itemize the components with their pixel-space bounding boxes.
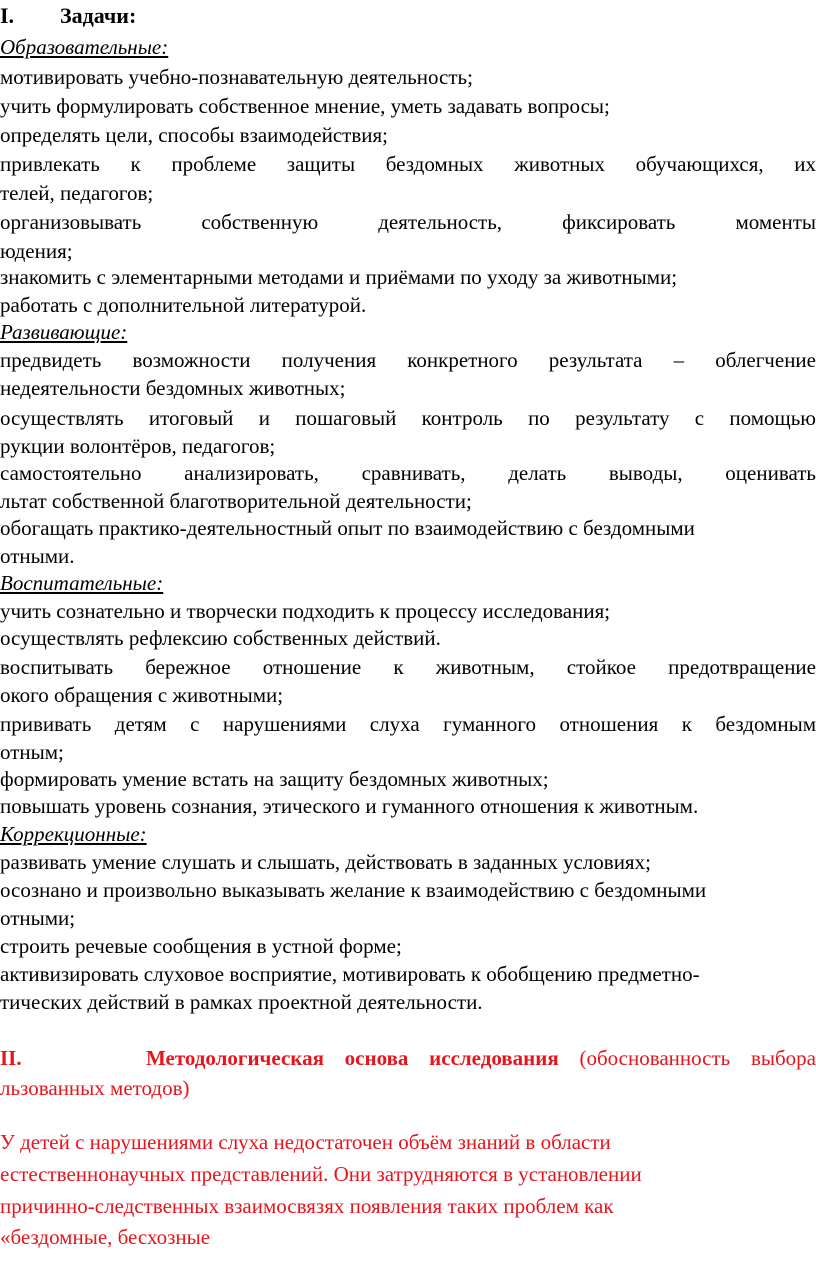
task-line: осуществлять рефлексию собственных действий. [0,626,441,650]
task-line: знакомить с элементарными методами и приёмами по уходу за животными; [0,265,678,289]
task-line: прививать детям с нарушениями слуха гуманного отношения к бездомным [0,712,816,736]
group-heading-upbringing: Воспитательные: [0,571,164,595]
task-line: мотивировать учебно-познавательную деятельность; [0,65,473,89]
task-line: осуществлять итоговый и пошаговый контроль по результату с помощью [0,406,816,430]
task-line: определять цели, способы взаимодействия; [0,123,388,147]
paragraph-line: причинно-следственных взаимосвязях появления таких проблем как [0,1194,614,1218]
task-line: воспитывать бережное отношение к животным, стойкое предотвращение [0,655,816,679]
task-line: строить речевые сообщения в устной форме; [0,934,402,958]
section-1-heading [0,2,816,30]
task-line: привлекать к проблеме защиты бездомных животных обучающихся, их [0,152,816,176]
task-line: предвидеть возможности получения конкретного результата – облегчение [0,348,816,372]
group-heading-educational: Образовательные: [0,35,169,59]
group-heading-developmental: Развивающие: [0,320,128,344]
task-line: отными. [0,544,75,568]
task-line: самостоятельно анализировать, сравнивать, делать выводы, оценивать [0,461,816,485]
task-line: повышать уровень сознания, этического и гуманного отношения к животным. [0,794,699,818]
task-line: недеятельности бездомных животных; [0,376,346,400]
task-line: льтат собственной благотворительной деятельности; [0,489,472,513]
task-line: организовывать собственную деятельность, фиксировать моменты [0,210,816,234]
paragraph-line: У детей с нарушениями слуха недостаточен объём знаний в области [0,1130,611,1154]
task-line: учить формулировать собственное мнение, уметь задавать вопросы; [0,94,610,118]
task-line: отными; [0,906,76,930]
task-line: обогащать практико-деятельностный опыт по взаимодействию с бездомными [0,516,695,540]
section-2-heading [0,1044,816,1072]
task-line: работать с дополнительной литературой. [0,293,367,317]
group-heading-correctional: Коррекционные: [0,822,147,846]
section-1-title: Задачи: [60,3,137,28]
task-line: формировать умение встать на защиту бездомных животных; [0,767,549,791]
task-line: юдения; [0,239,73,263]
task-line: развивать умение слушать и слышать, действовать в заданных условиях; [0,850,651,874]
task-line: активизировать слуховое восприятие, мотивировать к обобщению предметно- [0,962,700,986]
task-line: тических действий в рамках проектной деятельности. [0,990,483,1014]
section-2-note-continuation: льзованных методов) [0,1076,190,1100]
task-line: окого обращения с животными; [0,683,284,707]
task-line: отным; [0,740,64,764]
section-1-number: I. [0,3,15,28]
section-2-title: Методологическая основа исследования [146,1046,559,1070]
section-2-note: (обоснованность выбора [558,1046,816,1070]
section-2-number: II. [0,1046,22,1070]
task-line: телей, педагогов; [0,181,154,205]
task-line: учить сознательно и творчески подходить к процессу исследования; [0,599,611,623]
task-line: рукции волонтёров, педагогов; [0,434,276,458]
paragraph-line: естественнонаучных представлений. Они затрудняются в установлении [0,1162,642,1186]
paragraph-line: «бездомные, бесхозные [0,1225,211,1249]
task-line: осознано и произвольно выказывать желание к взаимодействию с бездомными [0,878,707,902]
